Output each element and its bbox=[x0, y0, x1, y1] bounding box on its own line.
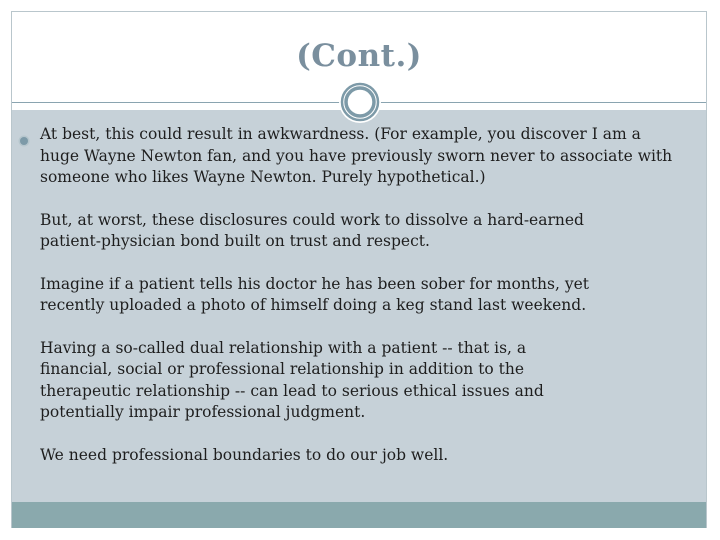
footer-bar bbox=[12, 502, 706, 528]
ring-ornament-icon bbox=[339, 81, 381, 123]
paragraph-boundaries: We need professional boundaries to do our job well. bbox=[40, 445, 449, 464]
bullet-dot-icon bbox=[20, 137, 28, 145]
slide-title: (Cont.) bbox=[296, 38, 422, 74]
paragraph-awkwardness: At best, this could result in awkwardness. (For example, you discover I am a huge Wayne Newton fan, and you have previously sworn never to associate with someone who likes Wayne Newton. Purely hypothetical.) bbox=[40, 125, 673, 186]
paragraph-patient-example: Imagine if a patient tells his doctor he has been sober for months, yet recently uploaded a photo of himself doing a keg stand last weekend. bbox=[40, 274, 590, 314]
paragraph-dual-relationship: Having a so-called dual relationship with a patient -- that is, a financial, social or professional relationship in addition to the therapeutic relationship -- can lead to serious ethical issues and potentially impair professional judgment. bbox=[40, 338, 544, 421]
body-text bbox=[40, 124, 690, 487]
paragraph-disclosures: But, at worst, these disclosures could work to dissolve a hard-earned patient-physician bond built on trust and respect. bbox=[40, 210, 584, 250]
